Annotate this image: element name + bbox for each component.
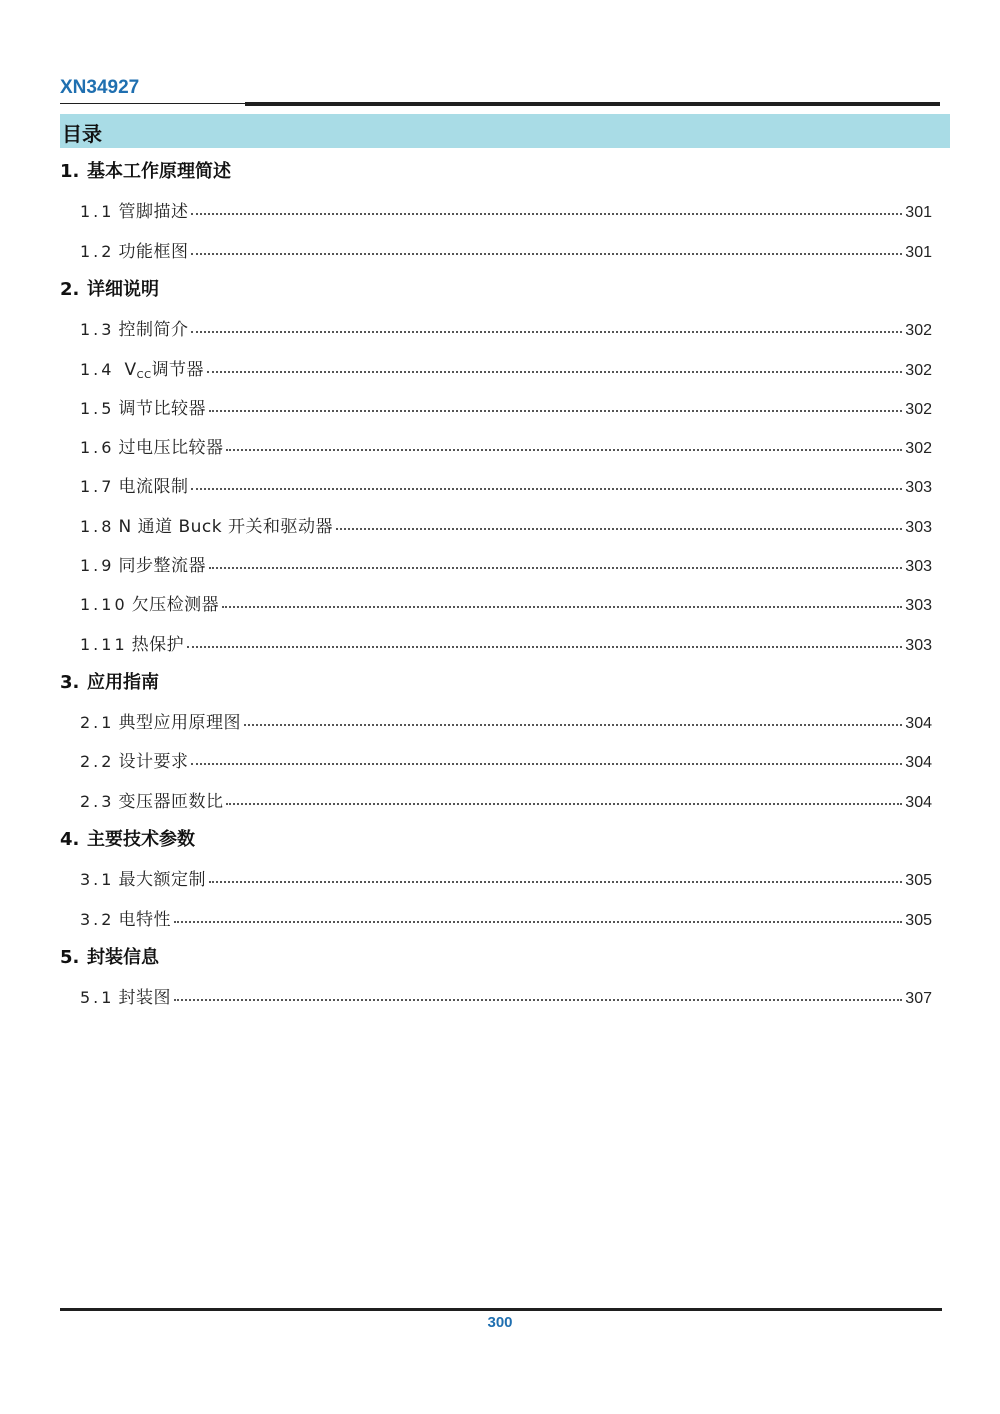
dot-leader (191, 237, 902, 255)
toc-section-heading[interactable] (60, 160, 231, 184)
entry-number: 1.4 (80, 360, 115, 379)
toc-title: 目录 (62, 122, 102, 146)
entry-label: 典型应用原理图 (118, 713, 241, 733)
entry-number: 3.1 (80, 870, 115, 889)
entry-label-group (118, 318, 188, 342)
toc-entry[interactable] (80, 199, 932, 223)
dot-leader (209, 394, 902, 412)
entry-label-group (118, 475, 188, 499)
footer-rule (60, 1308, 942, 1311)
toc-section-heading[interactable] (60, 671, 159, 695)
entry-page-number: 302 (905, 322, 932, 339)
toc-entry[interactable] (80, 357, 932, 381)
dot-leader (174, 983, 902, 1001)
entry-number: 1.8 (80, 517, 115, 536)
entry-label-group (132, 593, 220, 617)
entry-label: 热保护 (131, 635, 185, 655)
toc-entry[interactable] (80, 514, 932, 538)
toc-entry[interactable] (80, 435, 932, 459)
toc-entry[interactable] (80, 474, 932, 498)
entry-number: 2.1 (80, 713, 115, 732)
entry-label: 欠压检测器 (131, 595, 220, 615)
entry-label: 电特性 (118, 910, 171, 930)
entry-page-number: 304 (905, 754, 932, 771)
toc-entry[interactable] (80, 317, 932, 341)
section-title: 封装信息 (87, 947, 159, 968)
toc-entry[interactable] (80, 749, 932, 773)
entry-label-group (118, 358, 204, 388)
entry-label-group (132, 633, 185, 657)
entry-label-group (118, 515, 333, 539)
section-title: 基本工作原理简述 (87, 161, 231, 182)
entry-page-number: 303 (905, 637, 932, 654)
entry-page-number: 304 (905, 794, 932, 811)
toc-section-heading[interactable] (60, 946, 159, 970)
entry-page-number: 303 (905, 519, 932, 536)
entry-label: 同步整流器 (118, 556, 206, 576)
dot-leader (222, 590, 902, 608)
section-number: 1. (60, 161, 80, 182)
toc-entry[interactable] (80, 867, 932, 891)
dot-leader (191, 315, 902, 333)
dot-leader (174, 905, 902, 923)
section-title: 应用指南 (87, 672, 159, 693)
entry-page-number: 303 (905, 558, 932, 575)
toc-entry[interactable] (80, 396, 932, 420)
entry-label-group (118, 436, 223, 460)
entry-page-number: 303 (905, 479, 932, 496)
entry-page-number: 302 (905, 440, 932, 457)
section-number: 5. (60, 947, 80, 968)
entry-label: 电流限制 (118, 477, 189, 497)
toc-entry[interactable] (80, 553, 932, 577)
entry-label-group (118, 790, 223, 814)
entry-label-group (118, 240, 188, 264)
toc-entry[interactable] (80, 985, 932, 1009)
entry-label-group (118, 711, 241, 735)
entry-number: 1.10 (80, 595, 128, 614)
entry-label-group (118, 200, 188, 224)
entry-label: 调节器 (151, 360, 205, 380)
dot-leader (336, 512, 902, 530)
entry-label: 变压器匝数比 (118, 792, 224, 812)
page-number: 300 (487, 1314, 513, 1331)
entry-label: 功能框图 (118, 242, 189, 262)
header-rule-thin (60, 103, 245, 104)
entry-label: 设计要求 (118, 752, 189, 772)
entry-label: 调节比较器 (118, 399, 206, 419)
entry-page-number: 302 (905, 401, 932, 418)
toc-entry[interactable] (80, 632, 932, 656)
section-title: 详细说明 (87, 279, 159, 300)
entry-label-subscript: CC (136, 370, 152, 381)
toc-section-heading[interactable] (60, 278, 159, 302)
entry-number: 2.2 (80, 752, 115, 771)
dot-leader (244, 708, 902, 726)
entry-label: 最大额定制 (118, 870, 206, 890)
entry-number: 3.2 (80, 910, 115, 929)
entry-label: 控制简介 (118, 320, 189, 340)
entry-number: 1.11 (80, 635, 128, 654)
dot-leader (191, 472, 902, 490)
dot-leader (209, 551, 902, 569)
dot-leader (207, 355, 902, 373)
entry-page-number: 304 (905, 715, 932, 732)
toc-entry[interactable] (80, 592, 932, 616)
entry-page-number: 307 (905, 990, 932, 1007)
dot-leader (226, 433, 902, 451)
toc-entry[interactable] (80, 789, 932, 813)
toc-entry[interactable] (80, 907, 932, 931)
entry-number: 1.5 (80, 399, 115, 418)
entry-number: 1.9 (80, 556, 115, 575)
entry-number: 5.1 (80, 988, 115, 1007)
entry-number: 1.1 (80, 202, 115, 221)
toc-banner (60, 114, 950, 148)
entry-label-group (118, 908, 171, 932)
section-title: 主要技术参数 (87, 829, 195, 850)
entry-page-number: 301 (905, 244, 932, 261)
entry-number: 2.3 (80, 792, 115, 811)
toc-entry[interactable] (80, 239, 932, 263)
entry-label-group (118, 554, 206, 578)
entry-number: 1.2 (80, 242, 115, 261)
entry-label-group (118, 868, 206, 892)
header-rule-thick (245, 102, 940, 106)
entry-number: 1.3 (80, 320, 115, 339)
dot-leader (191, 197, 902, 215)
entry-label: N 通道 Buck 开关和驱动器 (118, 517, 334, 537)
section-number: 4. (60, 829, 80, 850)
entry-number: 1.6 (80, 438, 115, 457)
entry-page-number: 305 (905, 872, 932, 889)
dot-leader (226, 787, 902, 805)
entry-page-number: 305 (905, 912, 932, 929)
toc-entry[interactable] (80, 710, 932, 734)
entry-label: 封装图 (118, 988, 171, 1008)
entry-label: 管脚描述 (118, 202, 189, 222)
entry-number: 1.7 (80, 477, 115, 496)
entry-page-number: 303 (905, 597, 932, 614)
entry-label-prefix: V (124, 360, 137, 380)
section-number: 2. (60, 279, 80, 300)
dot-leader (191, 747, 902, 765)
entry-label-group (118, 397, 206, 421)
entry-label-group (118, 986, 171, 1010)
section-number: 3. (60, 672, 80, 693)
toc-section-heading[interactable] (60, 828, 195, 852)
dot-leader (209, 865, 902, 883)
entry-page-number: 302 (905, 362, 932, 379)
entry-page-number: 301 (905, 204, 932, 221)
document-id: XN34927 (60, 77, 140, 98)
entry-label-group (118, 750, 188, 774)
dot-leader (187, 630, 902, 648)
entry-label: 过电压比较器 (118, 438, 224, 458)
